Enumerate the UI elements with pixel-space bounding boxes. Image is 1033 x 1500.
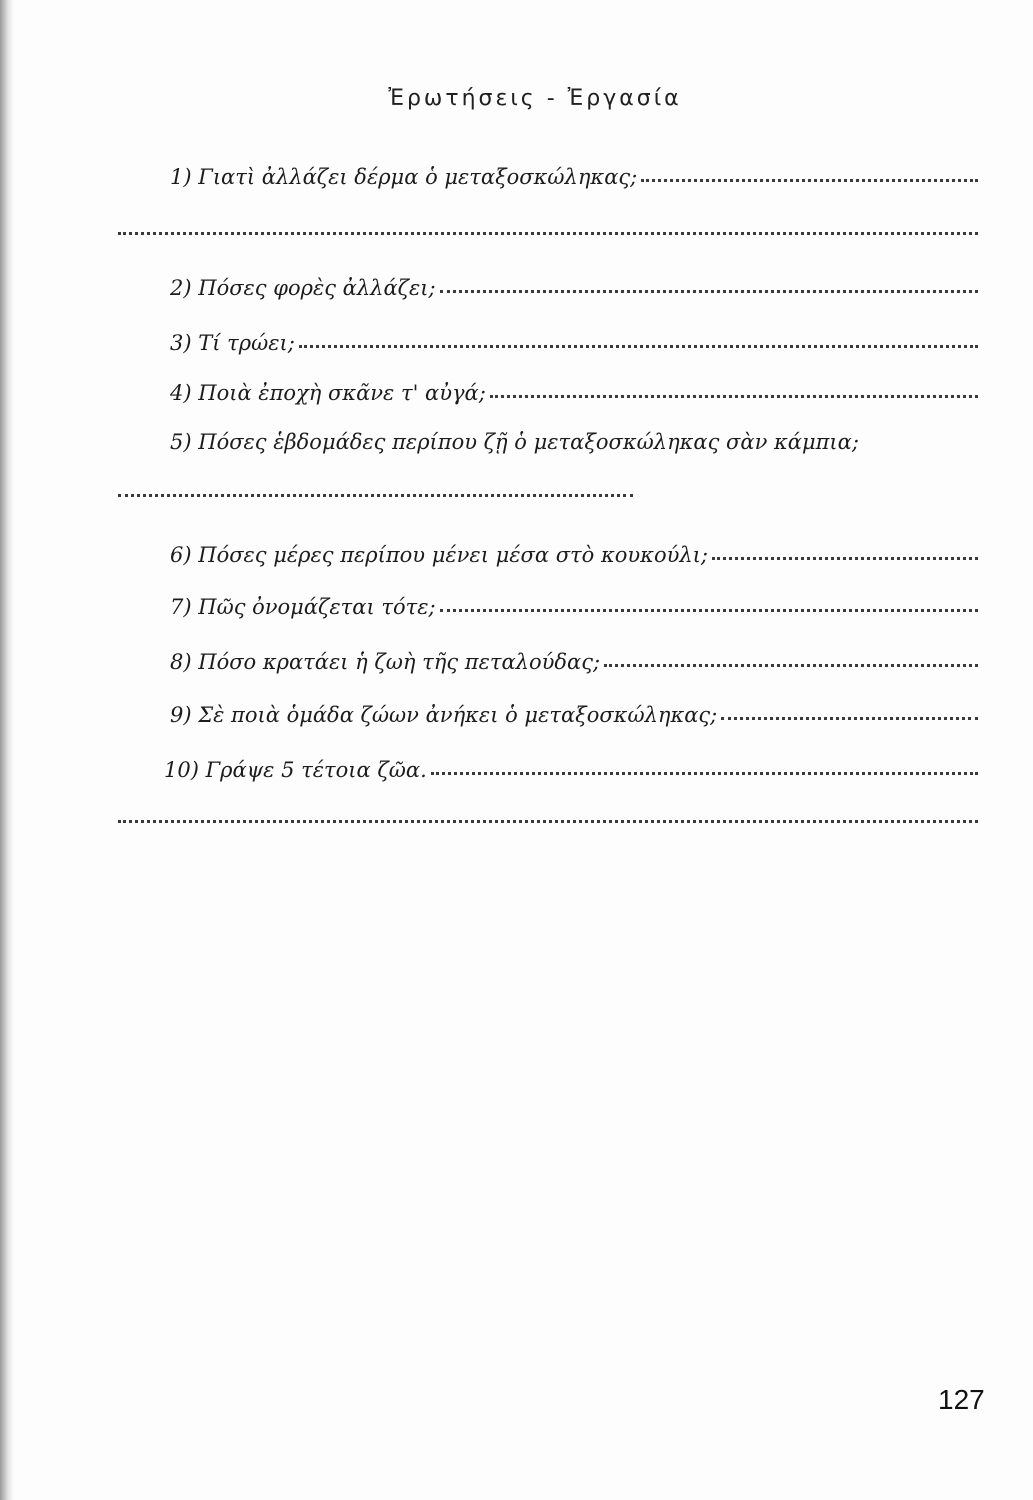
answer-dots	[440, 609, 978, 612]
answer-line	[118, 494, 633, 497]
question-number: 7)	[170, 595, 192, 619]
question-text: 9) Σὲ ποιὰ ὁμάδα ζώων ἀνήκει ὁ μεταξοσκώληκας;	[118, 703, 721, 727]
question-10	[118, 748, 978, 782]
answer-dots	[712, 557, 978, 560]
question-1	[118, 155, 978, 189]
answer-dots	[604, 664, 978, 667]
question-text: 2) Πόσες φορὲς ἀλλάζει;	[118, 276, 440, 300]
answer-dots	[431, 772, 978, 775]
question-text: 4) Ποιὰ ἐποχὴ σκᾶνε τ' αὐγά;	[118, 381, 490, 405]
answer-dots	[490, 395, 978, 398]
answer-dots	[440, 290, 978, 293]
question-number: 9)	[170, 703, 192, 727]
question-number: 2)	[170, 276, 192, 300]
question-7	[118, 585, 978, 619]
question-number: 3)	[170, 331, 192, 355]
question-9	[118, 693, 978, 727]
question-2	[118, 266, 978, 300]
answer-dots	[721, 717, 978, 720]
question-text: 6) Πόσες μέρες περίπου μένει μέσα στὸ κουκούλι;	[118, 543, 712, 567]
question-text: 7) Πῶς ὀνομάζεται τότε;	[118, 595, 440, 619]
question-6	[118, 533, 978, 567]
question-number: 6)	[170, 543, 192, 567]
answer-line	[118, 232, 978, 235]
question-number: 4)	[170, 381, 192, 405]
page-title: Ἐρωτήσεις - Ἐργασία	[388, 86, 682, 111]
page-number: 127	[938, 1384, 985, 1415]
question-3	[118, 321, 978, 355]
question-8	[118, 640, 978, 674]
answer-line	[118, 820, 978, 823]
question-number: 5)	[170, 430, 192, 454]
question-number: 10)	[164, 758, 199, 782]
question-text: 10) Γράψε 5 τέτοια ζῶα.	[118, 758, 431, 782]
question-text: 1) Γιατὶ ἀλλάζει δέρμα ὁ μεταξοσκώληκας;	[118, 165, 641, 189]
question-text: 3) Τί τρώει;	[118, 331, 299, 355]
question-number: 8)	[170, 650, 192, 674]
question-number: 1)	[170, 165, 192, 189]
question-text: 8) Πόσο κρατάει ἡ ζωὴ τῆς πεταλούδας;	[118, 650, 604, 674]
question-text: 5) Πόσες ἑβδομάδες περίπου ζῇ ὁ μεταξοσκώληκας σὰν κάμπια;	[118, 430, 863, 454]
binding-shadow	[0, 0, 14, 1500]
question-5	[118, 420, 978, 454]
answer-dots	[299, 345, 978, 348]
answer-dots	[641, 179, 978, 182]
question-4	[118, 371, 978, 405]
